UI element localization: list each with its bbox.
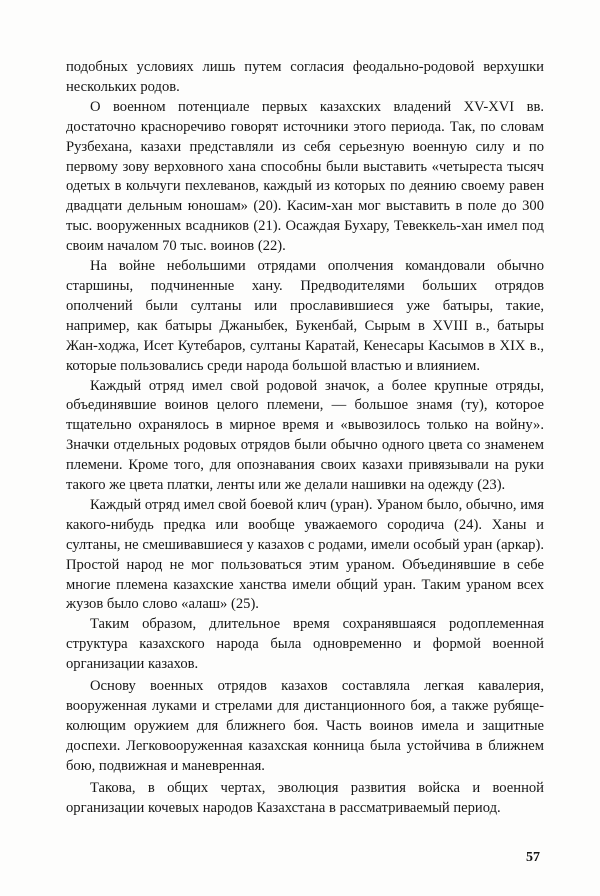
body-text [66, 58, 544, 818]
paragraph-cavalry: Основу военных отрядов казахов составляла легкая кавалерия, вооруженная луками и стрелами для дистанционного боя, а также рубяще-колющим оружием для ближнего боя. Часть воинов имела и защитные доспехи. Легковооруженная казахская конница была устойчива в ближнем бою, подвижная и маневренная. [66, 678, 544, 774]
paragraph-military-potential: О военном потенциале первых казахских владений XV-XVI вв. достаточно красноречиво говорят источники этого периода. Так, по словам Рузбехана, казахи представляли из себя серьезную военную силу и по первому зову верховного хана способны были выставить «четыреста тысяч одетых в кольчуги пехлеванов, каждый из которых по деянию своему равен двадцати дельным юношам» (20). Касим-хан мог выставить в поле до 300 тыс. вооруженных всадников (21). Осаждая Бухару, Тевеккель-хан имел под своим началом 70 тыс. воинов (22). [66, 98, 544, 255]
paragraph-summary: Такова, в общих чертах, эволюция развития войска и военной организации кочевых народов Казахстана в рассматриваемый период. [66, 779, 544, 816]
page-number: 57 [526, 850, 540, 865]
paragraph-conclusion: Таким образом, длительное время сохранявшаяся родоплеменная структура казахского народа была одновременно и формой военной организации казахов. [66, 616, 544, 673]
paragraph-continuation: подобных условиях лишь путем согласия феодально-родовой верхушки нескольких родов. [66, 59, 544, 95]
paragraph-battle-cry: Каждый отряд имел свой боевой клич (уран). Ураном было, обычно, имя какого-нибудь предка или вообще уважаемого сородича (24). Ханы и султаны, не смешивавшиеся у казахов с родами, имели особый уран (аркар). Простой народ не мог пользоваться этим ураном. Объединявшие в себе многие племена казахские ханства имели общий уран. Таким ураном всех жузов было слово «алаш» (25). [66, 496, 544, 613]
paragraph-banners: Каждый отряд имел свой родовой значок, а более крупные отряды, объединявшие воинов целого племени, — большое знамя (ту), которое тщательно охранялось в мирное время и «вывозилось только на войну». Значки отдельных родовых отрядов были обычно одного цвета со знаменем племени. Кроме того, для опознавания своих казахи привязывали на руки такого же цвета платки, ленты или же делали нашивки на одежду (23). [66, 377, 544, 494]
paragraph-commanders: На войне небольшими отрядами ополчения командовали обычно старшины, подчиненные хану. Предводителями больших отрядов ополчений были султаны или прославившиеся уже батыры, такие, например, как батыры Джаныбек, Букенбай, Сырым в XVIII в., батыры Жан-ходжа, Исет Кутебаров, султаны Каратай, Кенесары Касымов в XIX в., которые пользовались среди народа большой властью и влиянием. [66, 258, 544, 374]
